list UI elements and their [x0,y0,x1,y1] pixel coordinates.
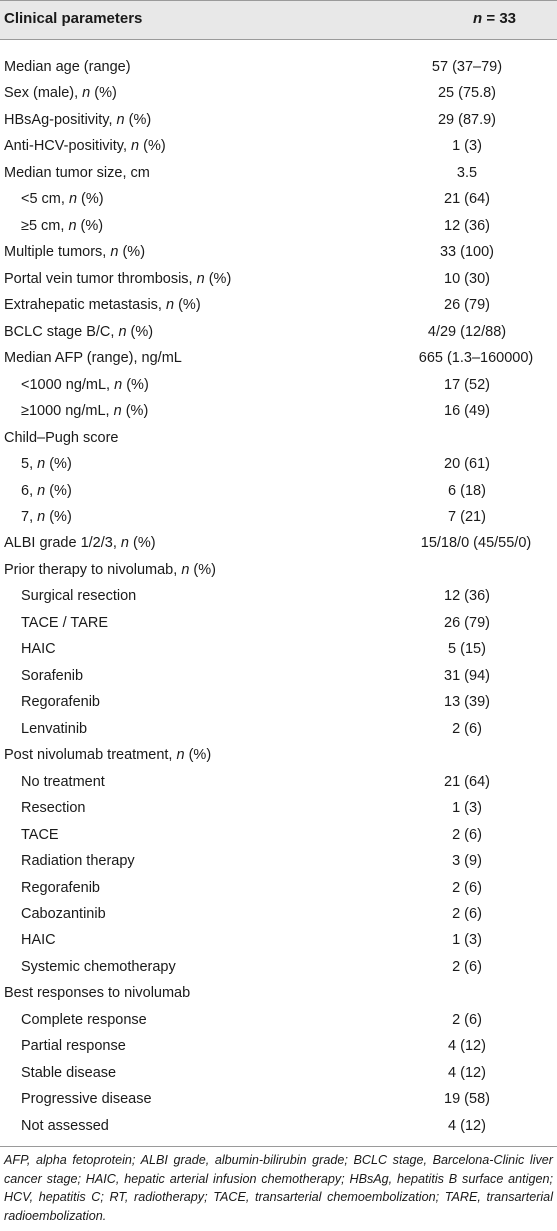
row-label [21,509,72,525]
row-value: 15/18/0 (45/55/0) [420,535,532,552]
table-row [0,584,557,610]
table-row [0,849,557,875]
table-row [0,1061,557,1087]
row-label-tail: (%) [45,508,72,525]
row-label [21,1118,109,1134]
row-label-text: Prior therapy to nivolumab, [4,561,182,578]
row-value: 19 (58) [444,1091,490,1108]
row-label-text: Sorafenib [21,667,84,684]
row-label-text: No treatment [21,773,105,790]
row-label [4,244,145,260]
row-label [21,1091,152,1107]
row-label-text: Portal vein tumor thrombosis, [4,270,197,287]
row-label-italic: n [118,323,127,340]
row-value: 665 (1.3–160000) [418,350,534,367]
row-value: 10 (30) [444,270,490,287]
row-label-tail: (%) [77,191,104,208]
row-label-italic: n [114,376,123,393]
row-value: 2 (6) [452,958,482,975]
table-row [0,1008,557,1034]
row-label-italic: n [120,535,129,552]
row-label-tail: (%) [45,482,72,499]
row-value: 7 (21) [448,508,486,525]
table-row [0,902,557,928]
row-value: 2 (6) [452,720,482,737]
row-label-text: Surgical resection [21,588,137,605]
row-label [21,880,100,896]
row-label-tail: (%) [124,111,152,128]
n-symbol: n [473,10,483,27]
row-label-tail: (%) [121,403,149,420]
table-body [0,55,557,1140]
row-label-text: Anti-HCV-positivity, [4,138,132,155]
row-label-text: HBsAg-positivity, [4,111,117,128]
row-label [21,721,87,737]
n-count: = 33 [482,10,516,27]
row-label-text: Progressive disease [21,1091,152,1108]
row-label [4,562,216,578]
row-label-italic: n [176,747,185,764]
row-value: 1 (3) [452,800,482,817]
row-label [21,694,100,710]
row-label-text: Stable disease [21,1064,117,1081]
table-row [0,81,557,107]
table-row [0,320,557,346]
row-label [21,774,105,790]
row-value: 6 (18) [448,482,486,499]
row-label-text: TACE / TARE [21,614,109,631]
table-row [0,479,557,505]
row-value: 20 (61) [444,456,490,473]
table-row [0,796,557,822]
row-label [4,350,182,366]
column-header-parameters: Clinical parameters [4,10,143,27]
row-label [4,535,156,551]
row-label-text: Extrahepatic metastasis, [4,297,166,314]
row-label [21,906,106,922]
table-row [0,876,557,902]
row-label-italic: n [68,191,78,208]
table-row [0,743,557,769]
row-label [21,853,135,869]
row-label-text: 5, [21,456,38,473]
table-row [0,1114,557,1140]
row-label [4,59,131,75]
row-label-text: 6, [21,482,38,499]
table-row [0,214,557,240]
row-label-italic: n [82,85,91,102]
row-value: 2 (6) [452,826,482,843]
row-label [21,668,83,684]
row-label-text: Cabozantinib [21,906,106,922]
row-label-text: ≥5 cm, [21,217,69,234]
table-row [0,346,557,372]
row-label [21,218,103,234]
table-row [0,558,557,584]
table-row [0,267,557,293]
row-label-text: Not assessed [21,1117,109,1134]
row-value: 33 (100) [439,244,494,261]
row-value: 21 (64) [444,773,490,790]
table-row [0,770,557,796]
row-label-text: Child–Pugh score [4,429,119,446]
row-label-text: Median age (range) [4,59,131,75]
table-row [0,187,557,213]
row-label [21,615,108,631]
table-row [0,611,557,637]
row-label [21,1012,147,1028]
table-row [0,1087,557,1113]
table-row [0,717,557,743]
row-value: 17 (52) [444,376,490,393]
row-label-italic: n [37,482,46,499]
row-label-text: Systemic chemotherapy [21,958,176,975]
row-label-text: Multiple tumors, [4,244,111,261]
row-value: 3 (9) [452,853,482,870]
row-label-text: Median tumor size, cm [4,164,150,181]
row-label-text: ALBI grade 1/2/3, [4,535,121,552]
table-row [0,108,557,134]
row-label [4,297,201,313]
table-row [0,531,557,557]
row-value: 2 (6) [452,906,482,922]
row-value: 13 (39) [444,694,490,711]
row-label [21,932,56,948]
row-label-text: Median AFP (range), ng/mL [4,350,182,367]
table-row [0,55,557,81]
row-label-text: HAIC [21,932,56,949]
row-label [4,165,150,181]
row-label [21,403,148,419]
row-label-text: Regorafenib [21,694,100,711]
row-value: 1 (3) [452,932,482,949]
row-label-italic: n [196,270,205,287]
row-label-italic: n [166,297,175,314]
table-row [0,637,557,663]
row-value: 12 (36) [444,217,490,234]
row-label-tail: (%) [76,217,104,234]
row-label [21,959,176,975]
row-label-tail: (%) [204,270,232,287]
row-label-tail: (%) [174,297,201,314]
row-label [21,800,85,816]
row-label [21,191,104,207]
row-value: 5 (15) [448,641,486,658]
row-label-tail: (%) [126,323,154,340]
row-label-text: <1000 ng/mL, [21,376,115,393]
row-label-italic: n [181,561,190,578]
row-label-tail: (%) [90,85,117,102]
row-label [4,85,117,101]
row-label-italic: n [37,508,46,525]
row-value: 3.5 [456,164,478,181]
row-value: 57 (37–79) [431,59,503,75]
row-value: 4 (12) [448,1117,486,1134]
row-label-text: Partial response [21,1038,126,1055]
row-label-text: Complete response [21,1011,147,1028]
row-label-text: HAIC [21,641,56,658]
table-row [0,955,557,981]
row-label [4,985,190,1001]
row-label-tail: (%) [122,376,149,393]
row-label-text: BCLC stage B/C, [4,323,119,340]
row-label-tail: (%) [189,561,216,578]
table-row [0,823,557,849]
row-label [21,588,136,604]
row-label-italic: n [110,244,119,261]
table-bottom-rule [0,1146,557,1147]
row-label-text: TACE [21,826,59,843]
table-row [0,664,557,690]
table-row [0,240,557,266]
row-label-italic: n [131,138,140,155]
row-label-italic: n [68,217,77,234]
table-row [0,161,557,187]
row-value: 12 (36) [444,588,490,605]
table-row [0,426,557,452]
row-value: 25 (75.8) [437,85,497,102]
table-row [0,928,557,954]
row-label [4,324,153,340]
row-label [21,377,149,393]
row-value: 2 (6) [452,1011,482,1028]
row-value: 4/29 (12/88) [427,323,507,340]
table-row [0,399,557,425]
row-label-italic: n [113,403,122,420]
row-label [21,1065,116,1081]
table-footnote: AFP, alpha fetoprotein; ALBI grade, albumin-bilirubin grade; BCLC stage, Barcelona-Clinic liver cancer stage; HAIC, hepatic arterial infusion chemotherapy; HBsAg, hepatitis B surface antigen; HCV, hepatitis C; RT, radiotherapy; TACE, transarterial chemoembolization; TARE, transarterial radioembolization. [4,1153,553,1223]
row-label-tail: (%) [184,747,212,764]
row-value: 4 (12) [448,1064,486,1081]
row-value: 16 (49) [444,403,490,420]
row-value: 31 (94) [444,667,490,684]
row-label-text: Sex (male), [4,85,83,102]
table-row [0,981,557,1007]
table-row [0,505,557,531]
row-label [21,1038,126,1054]
row-value: 2 (6) [452,879,482,896]
row-label-text: <5 cm, [21,191,69,208]
row-label-text: Lenvatinib [21,720,88,737]
row-label [21,483,72,499]
row-label-text: ≥1000 ng/mL, [21,403,114,420]
row-label [21,827,59,843]
row-label-tail: (%) [128,535,156,552]
row-label-text: Post nivolumab treatment, [4,747,177,764]
row-value: 1 (3) [452,138,482,155]
row-label-text: Resection [21,800,86,817]
row-label [4,271,231,287]
row-value: 26 (79) [444,614,490,631]
table-header [0,0,557,40]
row-value: 26 (79) [444,297,490,314]
table-row [0,134,557,160]
table-row [0,293,557,319]
row-label-text: 7, [21,508,38,525]
row-label-text: Best responses to nivolumab [4,985,191,1002]
row-label [4,138,166,154]
row-label [4,747,211,763]
row-label-text: Radiation therapy [21,853,135,870]
row-label-italic: n [116,111,125,128]
row-label [4,430,118,446]
table-row [0,373,557,399]
row-value: 29 (87.9) [437,111,497,128]
row-label-tail: (%) [139,138,166,155]
row-label [4,112,151,128]
row-label-tail: (%) [45,456,72,473]
table-row [0,452,557,478]
row-label-italic: n [37,456,46,473]
column-header-n [473,10,516,27]
row-value: 21 (64) [444,191,490,208]
row-label-tail: (%) [118,244,146,261]
row-label [21,641,56,657]
row-label [21,456,72,472]
table-row [0,1034,557,1060]
row-value: 4 (12) [448,1038,486,1055]
table-row [0,690,557,716]
row-label-text: Regorafenib [21,879,100,896]
